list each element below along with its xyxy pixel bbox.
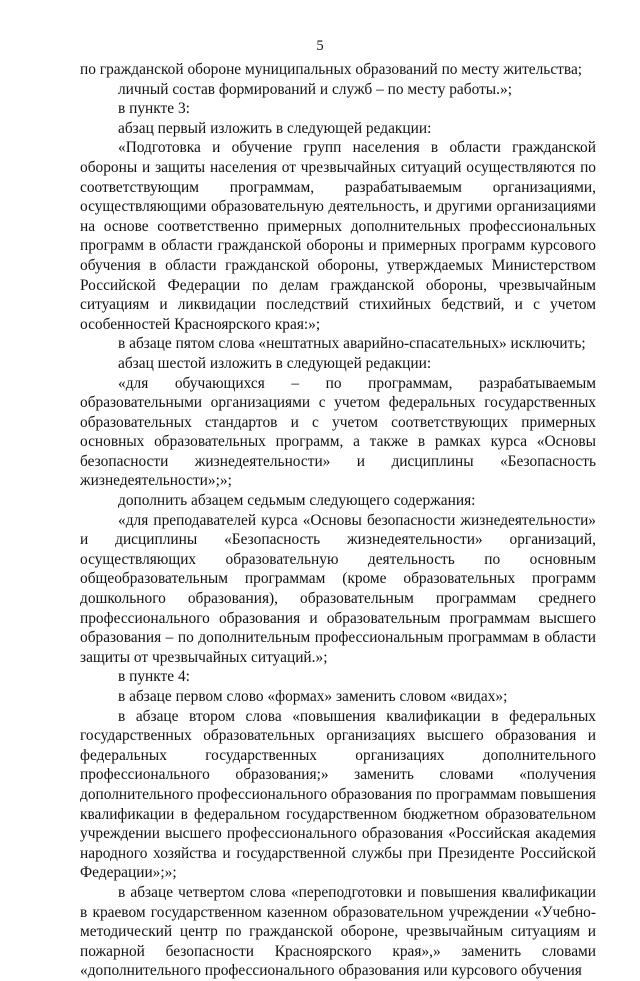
paragraph: в пункте 3: bbox=[118, 100, 190, 118]
paragraph: «для преподавателей курса «Основы безопасности жизнедеятельности» и дисциплины «Безопасность жизнедеятельности» организаций, осуществляющих образовательную деятельность по основным общеобразовательным программам (кроме образовательных программ дошкольного образования), образовательным программам среднего профессионального образования и образовательным программам высшего образования – по дополнительным профессиональным программам в области защиты от чрезвычайных ситуаций.»; bbox=[80, 511, 596, 666]
paragraph: дополнить абзацем седьмым следующего содержания: bbox=[118, 492, 476, 510]
paragraph: в абзаце пятом слова «нештатных аварийно-спасательных» исключить; bbox=[118, 335, 586, 353]
paragraph: «для обучающихся – по программам, разрабатываемым образовательными организациями с учетом федеральных государственных образовательных стандартов и с учетом соответствующих примерных основных образовательных программ, а также в рамках курса «Основы безопасности жизнедеятельности» и дисциплины «Безопасность жизнедеятельности»;»; bbox=[80, 374, 596, 490]
paragraph: в абзаце втором слова «повышения квалификации в федеральных государственных образовательных организациях высшего образования и федеральных государственных организациях дополнительного профессионального образования;» заменить словами «получения дополнительного профессионального образования по программам повышения квалификации в федеральном государственном бюджетном образовательном учреждении высшего профессионального образования «Российская академия народного хозяйства и государственной службы при Президенте Российской Федерации»;»; bbox=[80, 707, 596, 882]
paragraph: абзац шестой изложить в следующей редакции: bbox=[118, 354, 432, 372]
page-number: 5 bbox=[316, 38, 324, 54]
paragraph: в абзаце первом слово «формах» заменить словом «видах»; bbox=[118, 688, 508, 705]
paragraph: по гражданской обороне муниципальных образований по месту жительства; bbox=[80, 61, 583, 78]
paragraph: «Подготовка и обучение групп населения в области гражданской обороны и защиты населения от чрезвычайных ситуаций осуществляются по соответствующим программам, разрабатываемым организациями, осуществляющими образовательную деятельность, и другими организациями на основе соответственно примерных дополнительных профессиональных программ в области гражданской обороны и примерных программ курсового обучения в области гражданской обороны, утверждаемых Министерством Российской Федерации по делам гражданской обороны, чрезвычайным ситуациям и ликвидации последствий стихийных бедствий, и с учетом особенностей Красноярского края:»; bbox=[80, 139, 596, 333]
paragraph: в пункте 4: bbox=[118, 668, 190, 686]
paragraph: абзац первый изложить в следующей редакции: bbox=[118, 119, 432, 137]
paragraph: в абзаце четвертом слова «переподготовки и повышения квалификации в краевом государственном казенном образовательном учреждении «Учебно-методический центр по гражданской обороне, чрезвычайным ситуациям и пожарной безопасности Красноярского края»,» заменить словами «дополнительного профессионального образования или курсового обучения bbox=[80, 883, 596, 980]
paragraph: личный состав формирований и служб – по месту работы.»; bbox=[118, 80, 512, 98]
document-body bbox=[80, 60, 596, 981]
